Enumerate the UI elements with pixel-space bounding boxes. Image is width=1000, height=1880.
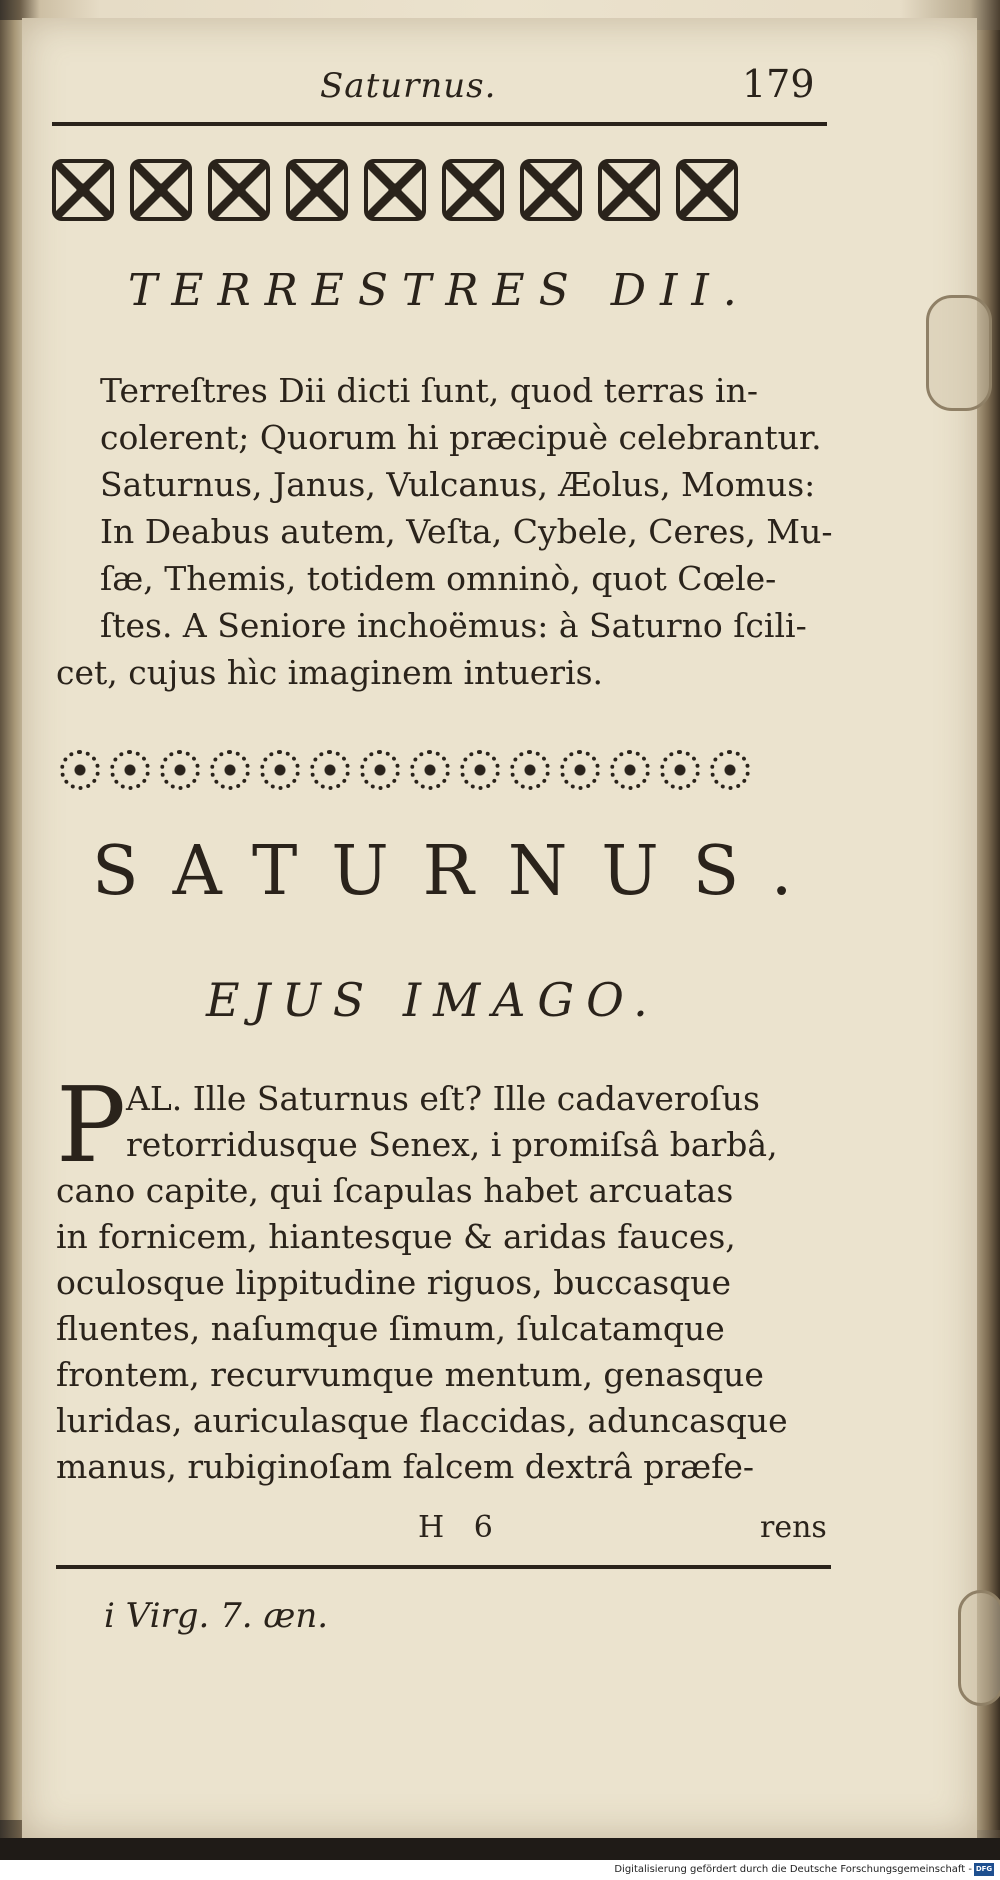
intro-line: In Deabus autem, Veſta, Cybele, Ceres, Mu- [100,512,833,551]
dialogue-line: in fornicem, hiantesque & aridas fauces, [56,1217,736,1256]
page-tab-top [926,295,992,411]
dialogue-line: fluentes, naſumque ſimum, ſulcatamque [56,1309,725,1348]
main-title: SATURNUS. [92,832,827,911]
ornament-motif [208,159,270,221]
ornament-motif [130,159,192,221]
intro-line: Saturnus, Janus, Vulcanus, Æolus, Momus: [100,465,816,504]
dialogue-line: cano capite, qui ſcapulas habet arcuatas [56,1171,734,1210]
signature-mark: H 6 [418,1510,503,1545]
sub-heading: EJUS IMAGO. [206,973,660,1027]
ornament-rosette [660,750,700,790]
header-rule [52,122,827,126]
ornament-rosette [360,750,400,790]
section-heading: TERRESTRES DII. [128,265,751,316]
ornament-rosette [160,750,200,790]
ornament-rosette [110,750,150,790]
ornament-motif [520,159,582,221]
scan-bottom-border [0,1838,1000,1860]
dfg-logo-icon: DFG [974,1863,994,1876]
ornament-rosette [610,750,650,790]
intro-line: cet, cujus hìc imaginem intueris. [56,653,604,692]
catchword: rens [760,1510,827,1545]
ornament-motif [676,159,738,221]
drop-capital: P [56,1064,126,1186]
footnote-rule [56,1565,831,1569]
ornament-rosette [410,750,450,790]
ornament-rosette [60,750,100,790]
intro-line: colerent; Quorum hi præcipuè celebrantur. [100,418,822,457]
ornament-rosette [260,750,300,790]
ornament-rosette [710,750,750,790]
ornament-motif [598,159,660,221]
ornament-motif [286,159,348,221]
ornament-rosette [210,750,250,790]
ornament-rosette [510,750,550,790]
page-tab-bottom [958,1590,1000,1706]
dialogue-line: retorridusque Senex, i promiſsâ barbâ, [126,1125,778,1164]
intro-line: ſæ, Themis, totidem omninò, quot Cœle- [100,559,777,598]
page-number: 179 [742,62,815,106]
ornament-rosette [460,750,500,790]
dialogue-line: oculosque lippitudine riguos, buccasque [56,1263,732,1302]
dialogue-line: luridas, auriculasque flaccidas, aduncasque [56,1401,788,1440]
dialogue-line: manus, rubiginoſam falcem dextrâ præfe- [56,1447,755,1486]
footnote: i Virg. 7. æn. [104,1596,329,1636]
running-header-title: Saturnus. [320,66,497,106]
intro-line: ſtes. A Seniore inchoëmus: à Saturno ſcili- [100,606,807,645]
ornament-motif [442,159,504,221]
ornament-rosette [560,750,600,790]
dialogue-line: AL. Ille Saturnus eſt? Ille cadaveroſus [126,1079,760,1118]
ornament-motif [364,159,426,221]
footer-credit: Digitalisierung gefördert durch die Deutsche Forschungsgemeinschaft - [614,1864,972,1875]
ornament-rosette [310,750,350,790]
dialogue-line: frontem, recurvumque mentum, genasque [56,1355,764,1394]
intro-line: Terreſtres Dii dicti ſunt, quod terras in- [100,371,759,410]
ornament-motif [52,159,114,221]
ornament-band-top [52,155,754,225]
ornament-band-middle [60,745,760,795]
